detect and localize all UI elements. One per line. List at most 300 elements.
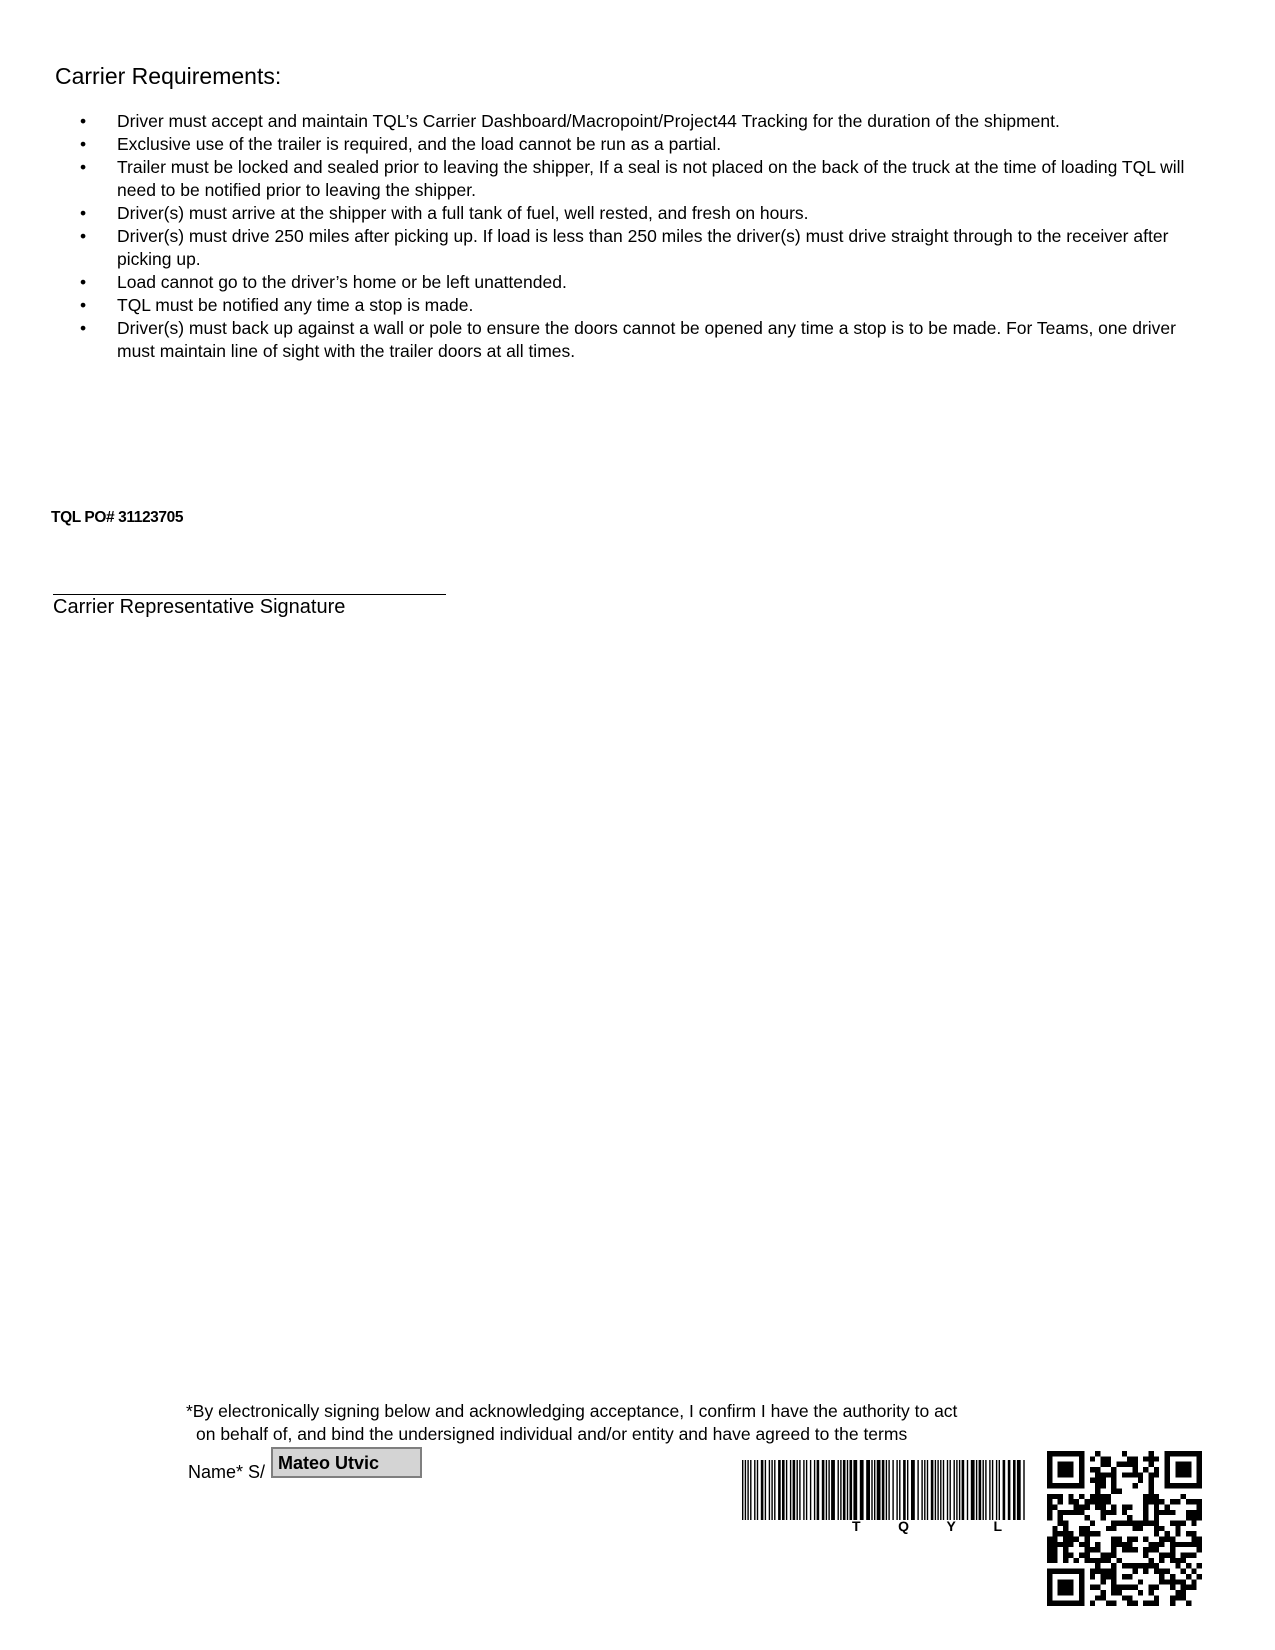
qr-module [1181, 1542, 1186, 1547]
qr-module [1106, 1553, 1111, 1558]
qr-module [1079, 1542, 1084, 1547]
requirement-text: Driver(s) must drive 250 miles after picking up. If load is less than 250 miles the driver(s) must drive straight through to the receiver after picking up. [117, 226, 1169, 269]
name-label: Name* S/ [188, 1462, 266, 1482]
acknowledgement-line: on behalf of, and bind the undersigned individual and/or entity and have agreed to the terms [196, 1424, 908, 1444]
qr-module [1133, 1520, 1138, 1525]
barcode-bar [782, 1460, 785, 1520]
requirement-text: TQL must be notified any time a stop is made. [117, 295, 474, 315]
qr-module [1058, 1531, 1063, 1536]
requirement-item [0, 271, 1197, 294]
qr-module [1079, 1526, 1084, 1531]
barcode-bar [790, 1460, 791, 1520]
qr-module [1068, 1553, 1073, 1558]
qr-module [1181, 1585, 1186, 1590]
qr-module [1058, 1542, 1063, 1547]
qr-module [1100, 1478, 1105, 1483]
qr-module [1149, 1451, 1154, 1456]
qr-module [1106, 1601, 1111, 1606]
qr-module [1133, 1585, 1138, 1590]
qr-module [1106, 1569, 1111, 1574]
qr-module [1138, 1520, 1143, 1525]
qr-module [1047, 1504, 1052, 1509]
qr-module [1058, 1520, 1063, 1525]
qr-module [1100, 1553, 1105, 1558]
barcode-bar [911, 1460, 915, 1520]
qr-module [1191, 1537, 1196, 1542]
qr-module [1111, 1478, 1116, 1483]
barcode-bar [962, 1460, 965, 1520]
qr-module [1165, 1569, 1170, 1574]
qr-module [1079, 1504, 1084, 1509]
qr-module [1154, 1595, 1159, 1600]
qr-module [1197, 1504, 1202, 1509]
qr-module [1175, 1595, 1180, 1600]
qr-module [1175, 1526, 1180, 1531]
qr-module [1159, 1526, 1164, 1531]
qr-module [1095, 1563, 1100, 1568]
qr-module [1116, 1462, 1121, 1467]
qr-module [1181, 1558, 1186, 1563]
qr-module [1122, 1472, 1127, 1477]
qr-module [1084, 1531, 1089, 1536]
qr-module [1090, 1456, 1095, 1461]
qr-module [1133, 1547, 1138, 1552]
qr-module [1186, 1499, 1191, 1504]
barcode-bar [917, 1460, 918, 1520]
barcode-bar [838, 1460, 839, 1520]
qr-module [1181, 1520, 1186, 1525]
qr-module [1170, 1520, 1175, 1525]
qr-module [1149, 1520, 1154, 1525]
qr-module [1197, 1563, 1202, 1568]
qr-module [1138, 1590, 1143, 1595]
qr-module [1186, 1553, 1191, 1558]
barcode-bar [976, 1460, 977, 1520]
barcode-bar [947, 1460, 948, 1520]
qr-module [1154, 1515, 1159, 1520]
qr-module [1170, 1542, 1175, 1547]
qr-module [1100, 1456, 1105, 1461]
qr-module [1111, 1563, 1116, 1568]
qr-module [1063, 1510, 1068, 1515]
qr-module [1181, 1595, 1186, 1600]
qr-module [1084, 1515, 1089, 1520]
qr-module [1111, 1520, 1116, 1525]
barcode-bar [996, 1460, 997, 1520]
qr-module [1149, 1585, 1154, 1590]
qr-module [1127, 1504, 1132, 1509]
qr-module [1181, 1579, 1186, 1584]
barcode-bar [927, 1460, 928, 1520]
qr-module [1197, 1574, 1202, 1579]
qr-module [1111, 1579, 1116, 1584]
barcode-bar [769, 1460, 770, 1520]
qr-module [1143, 1467, 1148, 1472]
qr-module [1079, 1510, 1084, 1515]
qr-module [1090, 1499, 1095, 1504]
qr-module [1154, 1494, 1159, 1499]
qr-module [1143, 1520, 1148, 1525]
qr-module [1047, 1553, 1052, 1558]
barcode-bar [774, 1460, 775, 1520]
qr-module [1095, 1451, 1100, 1456]
qr-module [1138, 1579, 1143, 1584]
requirement-item [0, 317, 1197, 363]
qr-finder-center [1058, 1579, 1074, 1595]
qr-module [1154, 1467, 1159, 1472]
qr-module [1074, 1504, 1079, 1509]
barcode-bar [931, 1460, 934, 1520]
qr-finder-center [1058, 1462, 1074, 1478]
qr-module [1138, 1478, 1143, 1483]
barcode-bar [771, 1460, 772, 1520]
barcode-bar [843, 1460, 846, 1520]
qr-module [1170, 1601, 1175, 1606]
qr-module [1084, 1542, 1089, 1547]
qr-module [1154, 1472, 1159, 1477]
qr-module [1122, 1504, 1127, 1509]
barcode-bar [840, 1460, 841, 1520]
barcode-bar [817, 1460, 820, 1520]
requirement-item [0, 202, 1197, 225]
barcode-bar [903, 1460, 906, 1520]
barcode-bar [810, 1460, 811, 1520]
qr-module [1068, 1510, 1073, 1515]
qr-module [1159, 1558, 1164, 1563]
qr-module [1074, 1510, 1079, 1515]
qr-module [1127, 1563, 1132, 1568]
requirement-text: Driver(s) must arrive at the shipper with a full tank of fuel, well rested, and fresh on hours. [117, 203, 809, 223]
qr-module [1111, 1483, 1116, 1488]
barcode-bar [882, 1460, 885, 1520]
requirement-item [0, 294, 1197, 317]
qr-module [1095, 1585, 1100, 1590]
barcode-bar [1017, 1460, 1021, 1520]
qr-module [1047, 1542, 1052, 1547]
qr-module [1100, 1510, 1105, 1515]
qr-module [1095, 1531, 1100, 1536]
qr-module [1100, 1472, 1105, 1477]
qr-module [1122, 1574, 1127, 1579]
qr-module [1068, 1531, 1073, 1536]
qr-module [1159, 1569, 1164, 1574]
qr-module [1149, 1601, 1154, 1606]
qr-module [1149, 1462, 1154, 1467]
qr-module [1138, 1563, 1143, 1568]
qr-module [1127, 1574, 1132, 1579]
qr-module [1175, 1499, 1180, 1504]
qr-module [1149, 1478, 1154, 1483]
qr-module [1149, 1494, 1154, 1499]
qr-module [1084, 1537, 1089, 1542]
qr-module [1154, 1499, 1159, 1504]
qr-module [1090, 1574, 1095, 1579]
qr-module [1111, 1601, 1116, 1606]
qr-module [1095, 1494, 1100, 1499]
qr-module [1127, 1462, 1132, 1467]
qr-module [1181, 1590, 1186, 1595]
qr-module [1186, 1510, 1191, 1515]
qr-module [1154, 1585, 1159, 1590]
qr-module [1100, 1499, 1105, 1504]
qr-module [1127, 1456, 1132, 1461]
qr-module [1143, 1601, 1148, 1606]
barcode-bar [822, 1460, 825, 1520]
qr-module [1175, 1531, 1180, 1536]
qr-module [1111, 1510, 1116, 1515]
qr-module [1154, 1542, 1159, 1547]
bullet: • [80, 111, 87, 131]
qr-module [1095, 1595, 1100, 1600]
qr-module [1079, 1531, 1084, 1536]
qr-module [1127, 1601, 1132, 1606]
qr-module [1149, 1563, 1154, 1568]
barcode-bar [985, 1460, 986, 1520]
qr-module [1100, 1483, 1105, 1488]
barcode-bar [786, 1460, 787, 1520]
qr-module [1063, 1520, 1068, 1525]
barcode-bar [847, 1460, 848, 1520]
barcode-bar [1003, 1460, 1006, 1520]
qr-module [1143, 1547, 1148, 1552]
qr-module [1165, 1553, 1170, 1558]
qr-module [1063, 1542, 1068, 1547]
qr-module [1122, 1563, 1127, 1568]
barcode-bar [983, 1460, 984, 1520]
qr-module [1143, 1504, 1148, 1509]
qr-module [1106, 1558, 1111, 1563]
barcode-text [852, 1518, 1002, 1534]
barcode-char: Q [898, 1518, 909, 1534]
barcode-bar [959, 1460, 960, 1520]
requirement-item [0, 225, 1197, 271]
qr-module [1181, 1569, 1186, 1574]
qr-module [1191, 1499, 1196, 1504]
barcode-bar [745, 1460, 746, 1520]
qr-module [1084, 1499, 1089, 1504]
qr-module [1170, 1558, 1175, 1563]
barcode-bar [979, 1460, 982, 1520]
qr-module [1186, 1531, 1191, 1536]
qr-module [1127, 1542, 1132, 1547]
qr-module [1127, 1585, 1132, 1590]
qr-module [1191, 1553, 1196, 1558]
barcode-char: L [993, 1518, 1002, 1534]
qr-module [1170, 1574, 1175, 1579]
qr-module [1154, 1504, 1159, 1509]
qr-module [1170, 1553, 1175, 1558]
qr-module [1106, 1526, 1111, 1531]
qr-module [1047, 1547, 1052, 1552]
qr-module [1111, 1526, 1116, 1531]
qr-module [1084, 1504, 1089, 1509]
barcode-bar [989, 1460, 990, 1520]
qr-module [1159, 1499, 1164, 1504]
barcode-bar [971, 1460, 975, 1520]
requirement-text: Load cannot go to the driver’s home or be left unattended. [117, 272, 567, 292]
qr-module [1052, 1526, 1057, 1531]
barcode-bar [886, 1460, 887, 1520]
qr-module [1175, 1563, 1180, 1568]
qr-module [1052, 1553, 1057, 1558]
qr-module [1090, 1585, 1095, 1590]
qr-module [1191, 1569, 1196, 1574]
qr-module [1149, 1542, 1154, 1547]
qr-module [1191, 1579, 1196, 1584]
qr-module [1154, 1563, 1159, 1568]
qr-module [1170, 1579, 1175, 1584]
qr-module [1127, 1595, 1132, 1600]
barcode-char: Y [946, 1518, 956, 1534]
qr-module [1191, 1515, 1196, 1520]
requirement-item [0, 156, 1197, 202]
qr-module [1100, 1569, 1105, 1574]
qr-module [1127, 1520, 1132, 1525]
barcode-bar [992, 1460, 993, 1520]
barcode-bar [866, 1460, 870, 1520]
qr-module [1175, 1590, 1180, 1595]
barcode-bar [853, 1460, 857, 1520]
requirement-text: Driver(s) must back up against a wall or pole to ensure the doors cannot be opened any time a stop is to be made. For Teams, one driver must maintain line of sight with the trailer doors at all times. [117, 318, 1176, 361]
qr-module [1143, 1553, 1148, 1558]
qr-module [1165, 1537, 1170, 1542]
qr-module [1047, 1558, 1052, 1563]
qr-module [1100, 1515, 1105, 1520]
qr-module [1047, 1510, 1052, 1515]
barcode-bar [935, 1460, 936, 1520]
barcode-bar [765, 1460, 766, 1520]
bullet: • [80, 134, 87, 154]
qr-module [1143, 1569, 1148, 1574]
qr-module [1143, 1510, 1148, 1515]
barcode-bar [921, 1460, 922, 1520]
qr-module [1090, 1558, 1095, 1563]
qr-module [1133, 1537, 1138, 1542]
qr-module [1100, 1494, 1105, 1499]
qr-module [1090, 1494, 1095, 1499]
qr-module [1052, 1542, 1057, 1547]
qr-module [1149, 1547, 1154, 1552]
barcode-bar [954, 1460, 955, 1520]
qr-module [1058, 1494, 1063, 1499]
qr-module [1074, 1558, 1079, 1563]
qr-module [1197, 1537, 1202, 1542]
qr-module [1116, 1537, 1121, 1542]
qr-module [1159, 1574, 1164, 1579]
qr-module [1133, 1467, 1138, 1472]
barcode-bar [742, 1460, 743, 1520]
qr-module [1191, 1520, 1196, 1525]
qr-module [1095, 1478, 1100, 1483]
qr-module [1186, 1585, 1191, 1590]
qr-module [1122, 1462, 1127, 1467]
qr-module [1149, 1483, 1154, 1488]
barcode-bar [814, 1460, 815, 1520]
barcode-bar [747, 1460, 748, 1520]
barcode-bar [1023, 1460, 1024, 1520]
qr-module [1111, 1488, 1116, 1493]
qr-module [1186, 1515, 1191, 1520]
qr-module [1074, 1537, 1079, 1542]
qr-module [1143, 1563, 1148, 1568]
qr-module [1106, 1494, 1111, 1499]
barcode-bar [850, 1460, 853, 1520]
qr-module [1084, 1547, 1089, 1552]
qr-module [1111, 1547, 1116, 1552]
barcode-bar [754, 1460, 755, 1520]
qr-module [1122, 1542, 1127, 1547]
qr-module [1100, 1595, 1105, 1600]
signature-line[interactable] [53, 594, 446, 595]
qr-module [1095, 1504, 1100, 1509]
qr-module [1095, 1569, 1100, 1574]
qr-module [1191, 1510, 1196, 1515]
barcode-bar [761, 1460, 764, 1520]
qr-module [1159, 1542, 1164, 1547]
barcode-bar [757, 1460, 758, 1520]
qr-module [1170, 1499, 1175, 1504]
qr-module [1068, 1542, 1073, 1547]
qr-module [1095, 1499, 1100, 1504]
qr-module [1122, 1547, 1127, 1552]
barcode-bar [924, 1460, 925, 1520]
qr-module [1058, 1499, 1063, 1504]
qr-module [1047, 1515, 1052, 1520]
qr-module [1084, 1558, 1089, 1563]
qr-module [1181, 1553, 1186, 1558]
qr-module [1100, 1462, 1105, 1467]
qr-module [1052, 1558, 1057, 1563]
barcode-bar [750, 1460, 751, 1520]
barcode-bar [828, 1460, 829, 1520]
barcode-bar [907, 1460, 908, 1520]
qr-module [1181, 1494, 1186, 1499]
qr-module [1068, 1494, 1073, 1499]
qr-module [1149, 1456, 1154, 1461]
qr-module [1063, 1553, 1068, 1558]
qr-module [1095, 1558, 1100, 1563]
qr-module [1058, 1515, 1063, 1520]
barcode-char: T [852, 1518, 861, 1534]
qr-module [1159, 1510, 1164, 1515]
qr-module [1133, 1526, 1138, 1531]
qr-module [1159, 1553, 1164, 1558]
qr-module [1170, 1585, 1175, 1590]
qr-module [1154, 1526, 1159, 1531]
barcode-bar [831, 1460, 835, 1520]
qr-module [1106, 1510, 1111, 1515]
qr-module [1170, 1537, 1175, 1542]
qr-module [1116, 1520, 1121, 1525]
qr-module [1133, 1472, 1138, 1477]
qr-module [1127, 1472, 1132, 1477]
qr-module [1165, 1531, 1170, 1536]
qr-module [1122, 1595, 1127, 1600]
qr-module [1186, 1601, 1191, 1606]
qr-module [1047, 1499, 1052, 1504]
barcode-bar [950, 1460, 951, 1520]
qr-module [1047, 1537, 1052, 1542]
qr-module [1111, 1585, 1116, 1590]
qr-module [1159, 1537, 1164, 1542]
barcode-bar [877, 1460, 881, 1520]
name-input[interactable]: Mateo Utvic [271, 1447, 422, 1478]
barcode-bar [1013, 1460, 1016, 1520]
qr-module [1143, 1499, 1148, 1504]
qr-module [1074, 1499, 1079, 1504]
qr-module [1138, 1526, 1143, 1531]
qr-module [1149, 1558, 1154, 1563]
